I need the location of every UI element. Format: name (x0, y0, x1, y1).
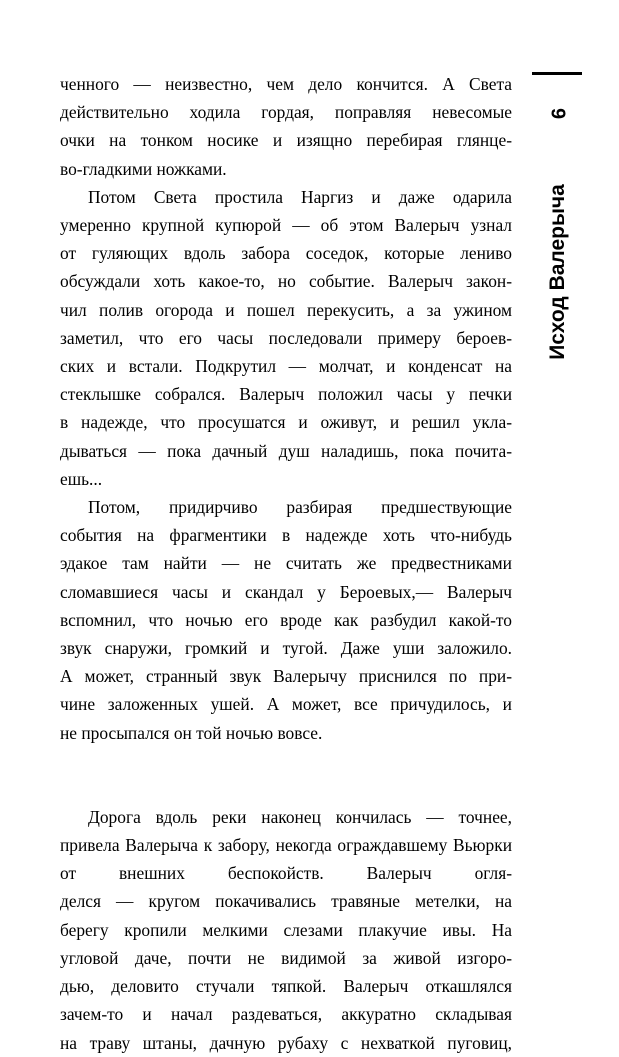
text-line: сломавшиеся часы и скандал у Бероевых,— Валерыч (60, 581, 512, 602)
paragraph-1 (60, 70, 512, 183)
page-number: 9 (546, 107, 569, 120)
text-line: звук снаружи, громкий и тугой. Даже уши заложило. (60, 638, 512, 659)
text-line: Потом Света простила Наргиз и даже одарила (88, 186, 512, 207)
text-line: угловой даче, почти не видимой за живой изгоро- (60, 947, 512, 968)
running-head (532, 72, 582, 360)
text-line: не просыпался он той ночью вовсе. (60, 722, 323, 743)
text-line: ешь... (60, 468, 103, 489)
text-line: чил полив огорода и пошел перекусить, а за ужином (60, 299, 512, 320)
text-line: события на фрагментики в надежде хоть что-нибудь (60, 525, 512, 546)
text-line: ченного — неизвестно, чем дело кончится. А Света (60, 74, 512, 94)
text-line: в надежде, что просушатся и оживут, и решил укла- (60, 412, 512, 433)
text-line: Потом, придирчиво разбирая предшествующие (88, 497, 512, 518)
running-title-wrap (546, 182, 570, 362)
section-break (60, 747, 512, 803)
text-line: Дорога вдоль реки наконец кончилась — точнее, (88, 806, 512, 827)
text-line: умеренно крупной купюрой — об этом Валерыч узнал (60, 215, 512, 236)
text-line: берегу кропили мелкими слезами плакучие ивы. На (60, 919, 512, 940)
text-line: заметил, что его часы последовали примеру бероев- (60, 327, 512, 348)
text-line: во-гладкими ножками. (60, 158, 227, 179)
header-rule (532, 72, 582, 75)
text-line: стеклышке собрался. Валерыч положил часы у печки (60, 384, 512, 405)
text-line: дью, деловито стучали тяпкой. Валерыч откашлялся (60, 976, 512, 997)
text-line: привела Валерыча к забору, некогда ограждавшему Вьюрки от внешних беспокойств. Валерыч огля- (60, 835, 512, 884)
paragraph-3 (60, 493, 512, 747)
text-line: вспомнил, что ночью его вроде как разбудил какой-то (60, 609, 512, 630)
text-line: чине заложенных ушей. А может, все причудилось, и (60, 694, 512, 715)
text-line: на траву штаны, дачную рубаху с нехваткой пуговиц, (60, 1032, 512, 1053)
paragraph-4 (60, 803, 512, 1057)
text-line: А может, странный звук Валерычу приснился по при- (60, 666, 512, 687)
text-line: обсуждали хоть какое-то, но событие. Валерыч закон- (60, 271, 512, 292)
text-line: очки на тонком носике и изящно перебирая глянце- (60, 130, 512, 151)
paragraph-2 (60, 183, 512, 493)
running-title: Исход Валерыча (546, 184, 569, 360)
text-line: от гуляющих вдоль забора соседок, которые лениво (60, 243, 512, 264)
text-line: зачем-то и начал раздеваться, аккуратно складывая (60, 1004, 512, 1025)
text-line: эдакое там найти — не считать же предвестниками (60, 553, 512, 574)
text-line: делся — кругом покачивались травяные метелки, на (60, 891, 512, 912)
text-line: действительно ходила гордая, поправляя невесомые (60, 102, 512, 123)
text-line: ских и встали. Подкрутил — молчат, и конденсат на (60, 356, 512, 377)
body-text (60, 70, 512, 1057)
text-line: дываться — пока дачный душ наладишь, пока почита- (60, 440, 512, 461)
